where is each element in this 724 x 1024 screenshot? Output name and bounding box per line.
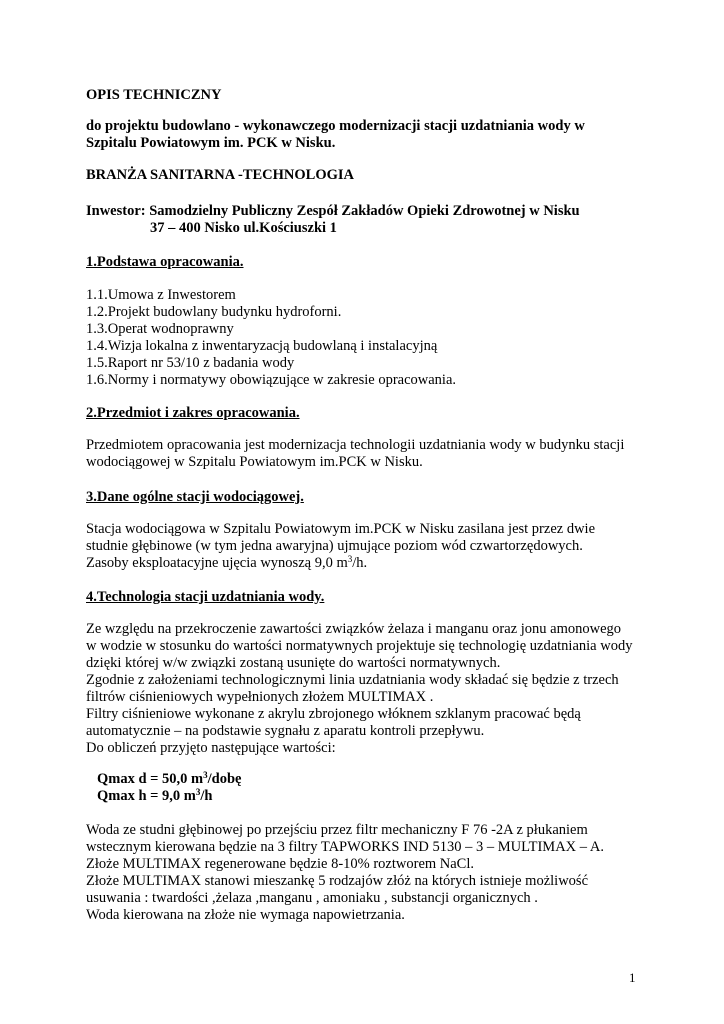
list-item: 1.6.Normy i normatywy obowiązujące w zakresie opracowania. (86, 372, 457, 388)
qmax-h (97, 788, 241, 805)
section-1-list (86, 287, 456, 389)
paragraph-line: dzięki której w/w związki zostaną usunięte do wartości normatywnych. (86, 655, 501, 671)
branch-heading: BRANŻA SANITARNA -TECHNOLOGIA (86, 167, 355, 183)
subtitle-line: do projektu budowlano - wykonawczego modernizacji stacji uzdatniania wody w (86, 118, 585, 134)
paragraph-line: Przedmiotem opracowania jest modernizacja technologii uzdatniania wody w budynku stacji (86, 437, 625, 453)
project-subtitle (86, 118, 585, 152)
paragraph-line: Zgodnie z założeniami technologicznymi linia uzdatniania wody składać się będzie z trzech (86, 672, 619, 688)
qmax-h-unit: /h (200, 788, 213, 804)
section-2-heading: 2.Przedmiot i zakres opracowania. (86, 405, 300, 421)
section-1-heading: 1.Podstawa opracowania. (86, 254, 244, 270)
subtitle-line: Szpitalu Powiatowym im. PCK w Nisku. (86, 135, 336, 151)
superscript: 3 (195, 787, 201, 797)
resources-unit: /h. (352, 555, 368, 571)
flow-values (97, 771, 241, 805)
list-item: 1.1.Umowa z Inwestorem (86, 287, 236, 303)
paragraph-line: w wodzie w stosunku do wartości normatywnych projektuje się technologię uzdatniania wody (86, 638, 633, 654)
list-item: 1.3.Operat wodnoprawny (86, 321, 234, 337)
resources-text: Zasoby eksploatacyjne ujęcia wynoszą 9,0 m (86, 555, 348, 571)
section-3-paragraph (86, 521, 595, 572)
paragraph-line: Do obliczeń przyjęto następujące wartości: (86, 740, 336, 756)
qmax-d-value: Qmax d = 50,0 m (97, 771, 204, 787)
paragraph-line: automatycznie – na podstawie sygnału z aparatu kontroli przepływu. (86, 723, 485, 739)
section-2-paragraph (86, 437, 624, 471)
paragraph-line: Złoże MULTIMAX regenerowane będzie 8-10% roztworem NaCl. (86, 856, 475, 872)
list-item: 1.2.Projekt budowlany budynku hydroforni. (86, 304, 342, 320)
paragraph-line: filtrów ciśnieniowych wypełnionych złożem MULTIMAX . (86, 689, 434, 705)
investor-address: 37 – 400 Nisko ul.Kościuszki 1 (150, 220, 337, 236)
investor-line: Inwestor: Samodzielny Publiczny Zespół Zakładów Opieki Zdrowotnej w Nisku (86, 203, 580, 219)
qmax-d (97, 771, 241, 788)
superscript: 3 (347, 554, 353, 564)
paragraph-line: Woda ze studni głębinowej po przejściu przez filtr mechaniczny F 76 -2A z płukaniem (86, 822, 588, 838)
section-4-paragraph-2 (86, 822, 604, 924)
section-3-heading: 3.Dane ogólne stacji wodociągowej. (86, 489, 304, 505)
qmax-h-value: Qmax h = 9,0 m (97, 788, 196, 804)
paragraph-line: Filtry ciśnieniowe wykonane z akrylu zbrojonego włóknem szklanym pracować będą (86, 706, 581, 722)
list-item: 1.4.Wizja lokalna z inwentaryzacją budowlaną i instalacyjną (86, 338, 438, 354)
paragraph-line: Złoże MULTIMAX stanowi mieszankę 5 rodzajów złóż na których istnieje możliwość (86, 873, 588, 889)
paragraph-line: Ze względu na przekroczenie zawartości związków żelaza i manganu oraz jonu amonowego (86, 621, 622, 637)
paragraph-line (86, 555, 595, 572)
qmax-d-unit: /dobę (207, 771, 242, 787)
paragraph-line: wstecznym kierowana będzie na 3 filtry TAPWORKS IND 5130 – 3 – MULTIMAX – A. (86, 839, 604, 855)
superscript: 3 (203, 770, 208, 780)
section-4-paragraph-1 (86, 621, 632, 757)
list-item: 1.5.Raport nr 53/10 z badania wody (86, 355, 295, 371)
paragraph-line: Woda kierowana na złoże nie wymaga napowietrzania. (86, 907, 405, 923)
paragraph-line: wodociągowej w Szpitalu Powiatowym im.PCK w Nisku. (86, 454, 423, 470)
section-4-heading: 4.Technologia stacji uzdatniania wody. (86, 589, 325, 605)
paragraph-line: Stacja wodociągowa w Szpitalu Powiatowym im.PCK w Nisku zasilana jest przez dwie (86, 521, 596, 537)
document-title: OPIS TECHNICZNY (86, 87, 222, 103)
paragraph-line: usuwania : twardości ,żelaza ,manganu , amoniaku , substancji organicznych . (86, 890, 538, 906)
paragraph-line: studnie głębinowe (w tym jedna awaryjna) ujmujące poziom wód czwartorzędowych. (86, 538, 583, 554)
investor-block (86, 203, 580, 237)
page-number: 1 (629, 970, 636, 985)
